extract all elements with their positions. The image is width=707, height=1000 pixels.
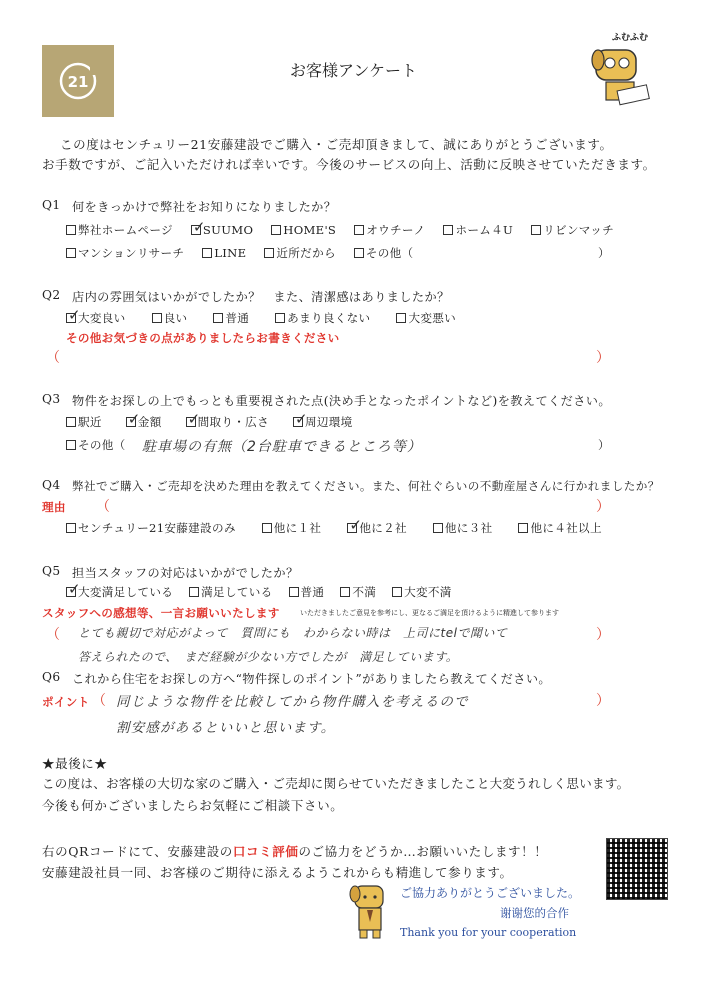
q5-comment-note: いただきましたご意見を参考にし、更なるご満足を頂けるように精進して参ります [300, 609, 559, 617]
review-qr-code[interactable] [606, 838, 668, 900]
checkbox[interactable] [152, 313, 162, 323]
checkbox[interactable] [66, 248, 76, 258]
q6-question: これから住宅をお探しの方へ“物件探しのポイント”がありましたら教えてください。 [72, 672, 551, 686]
q2-options [66, 306, 470, 326]
q6-paren-close: ） [596, 693, 610, 709]
checkbox[interactable] [262, 523, 272, 533]
svg-text:21: 21 [67, 73, 89, 91]
option-label: その他（ [365, 246, 414, 260]
company-logo [42, 45, 114, 117]
option-label: 周辺環境 [304, 415, 353, 429]
option-label: 他に４社以上 [530, 521, 602, 535]
q6-paren-open: （ [92, 693, 106, 709]
q5-comment-label: スタッフへの感想等、一言お願いいたします [42, 606, 280, 620]
closing-line-4: 安藤建設社員一同、お客様のご期待に添えるようこれからも精進して参ります。 [42, 865, 513, 880]
checkmark-icon: ✓ [294, 410, 308, 428]
checkbox[interactable] [275, 313, 285, 323]
option-label: センチュリー21安藤建設のみ [78, 521, 236, 535]
checkbox[interactable] [443, 225, 453, 235]
q5-label: Q5 [42, 564, 61, 578]
checkbox[interactable] [189, 587, 199, 597]
checkbox[interactable] [271, 225, 281, 235]
option-label: 大変不満 [404, 585, 452, 599]
checkmark-icon: ✓ [349, 516, 363, 534]
checkbox[interactable] [354, 248, 364, 258]
q6-label: Q6 [42, 670, 61, 684]
intro-line-2: お手数ですが、ご記入いただければ幸いです。今後のサービスの向上、活動に反映させていただきます。 [42, 157, 656, 172]
option-label: 他に１社 [273, 521, 322, 535]
closing-heading: ★最後に★ [42, 756, 108, 771]
q2-comment-label: その他お気づきの点がありましたらお書きください [66, 331, 340, 345]
q6-answer-line-1: 同じような物件を比較してから物件購入を考えるので [116, 694, 469, 710]
q5-paren-close: ） [596, 627, 610, 643]
q5-question: 担当スタッフの対応はいかがでしたか？ [72, 566, 299, 580]
thanks-japanese: ご協力ありがとうございました。 [400, 886, 581, 900]
intro-line-1: この度はセンチュリー21安藤建設でご購入・ご売却頂きまして、誠にありがとうございます。 [60, 137, 613, 152]
q4-reason-label: 理由 [42, 500, 66, 514]
checkbox[interactable] [66, 225, 76, 235]
option-label: 大変悪い [408, 311, 457, 325]
checkbox-checked[interactable] [191, 218, 206, 236]
checkmark-icon: ✓ [68, 580, 81, 598]
option-label: 他に２社 [359, 521, 407, 535]
checkbox-checked[interactable] [66, 580, 81, 598]
q4-options [66, 516, 616, 536]
checkbox[interactable] [66, 523, 76, 533]
checkbox-checked[interactable] [126, 410, 141, 428]
checkbox[interactable] [66, 417, 76, 427]
option-label: 近所だから [276, 246, 336, 260]
option-label: 満足している [201, 585, 273, 599]
option-label: その他（ [78, 438, 126, 452]
option-label: 弊社ホームページ [78, 223, 173, 237]
q2-paren-open: （ [46, 350, 60, 366]
q3-other-close: ） [598, 438, 610, 452]
checkmark-icon: ✓ [187, 410, 201, 428]
checkbox[interactable] [396, 313, 406, 323]
checkbox-checked[interactable] [347, 516, 363, 534]
q2-question: 店内の雰囲気はいかがでしたか？ また、清潔感はありましたか？ [72, 290, 450, 304]
checkbox[interactable] [518, 523, 528, 533]
q1-options-row1 [66, 218, 628, 238]
thanks-english: Thank you for your cooperation [400, 926, 577, 939]
mascot-bowing [345, 880, 395, 940]
closing-line-1: この度は、お客様の大切な家のご購入・ご売却に関らせていただきましたこと大変うれしく思います。 [42, 776, 630, 791]
q1-question: 何をきっかけで弊社をお知りになりましたか？ [72, 200, 337, 214]
checkbox[interactable] [213, 313, 223, 323]
checkbox-checked[interactable] [66, 306, 81, 324]
option-label: 良い [163, 311, 188, 325]
q5-answer-line-2: 答えられたので、 まだ経験が少ない方でしたが 満足しています。 [78, 650, 459, 664]
q1-label: Q1 [42, 198, 61, 212]
q4-paren-close: ） [596, 499, 610, 515]
option-label: ホーム４U [455, 223, 514, 237]
q3-label: Q3 [42, 392, 61, 406]
option-label: マンションリサーチ [78, 246, 185, 260]
option-label: SUUMO [202, 223, 254, 237]
option-label: 不満 [352, 585, 377, 599]
page-title: お客様アンケート [289, 61, 418, 80]
option-label: 大変満足している [78, 585, 174, 599]
q5-options [66, 580, 466, 600]
q3-options [66, 410, 367, 430]
mascot-reading [582, 30, 662, 110]
option-label: 他に３社 [444, 521, 493, 535]
option-label: 金額 [137, 415, 162, 429]
q2-label: Q2 [42, 288, 61, 302]
checkmark-icon: ✓ [127, 410, 141, 428]
checkmark-icon: ✓ [192, 218, 206, 236]
q1-options-row2 [66, 245, 427, 261]
option-label: 大変良い [78, 311, 126, 325]
option-label: あまり良くない [287, 311, 371, 325]
closing-qr-line [42, 842, 547, 860]
q4-reason-field[interactable] [110, 499, 590, 515]
checkbox[interactable] [354, 225, 364, 235]
checkbox[interactable] [392, 587, 402, 597]
q4-label: Q4 [42, 478, 61, 492]
q6-point-label: ポイント [42, 695, 90, 709]
century21-logo-icon [42, 45, 114, 117]
option-label: 駅近 [78, 415, 102, 429]
checkbox[interactable] [289, 587, 299, 597]
closing-line-2: 今後も何かございましたらお気軽にご相談下さい。 [42, 798, 344, 813]
thanks-chinese: 谢谢您的合作 [500, 906, 569, 920]
option-label: リビンマッチ [543, 223, 614, 237]
checkbox[interactable] [264, 248, 274, 258]
q4-paren-open: （ [96, 499, 110, 515]
option-label: LINE [214, 246, 247, 260]
checkmark-icon: ✓ [68, 306, 81, 324]
q3-other-answer: 駐車場の有無（2台駐車できるところ等） [142, 439, 422, 455]
dog-mascot-icon [345, 880, 395, 940]
checkbox[interactable] [340, 587, 350, 597]
q3-other [66, 437, 126, 453]
q5-paren-open: （ [46, 627, 60, 643]
option-label: 普通 [300, 585, 325, 599]
q2-comment-field[interactable] [70, 350, 590, 366]
mascot-caption: ふむふむ [612, 33, 649, 43]
qr-line-text: のご協力をどうか…お願いいたします！！ [298, 844, 548, 859]
checkbox-checked[interactable] [293, 410, 308, 428]
option-label: 普通 [225, 311, 250, 325]
option-label: HOME'S [283, 223, 337, 237]
option-label: 間取り・広さ [197, 415, 269, 429]
q1-other-close: ） [598, 246, 610, 260]
checkbox[interactable] [202, 248, 212, 258]
checkbox[interactable] [66, 440, 76, 450]
option-label: オウチーノ [366, 223, 426, 237]
q4-question: 弊社でご購入・ご売却を決めた理由を教えてください。また、何社ぐらいの不動産屋さんに行かれましたか？ [72, 479, 660, 493]
review-highlight: 口コミ評価 [232, 844, 299, 859]
checkbox[interactable] [433, 523, 443, 533]
checkbox-checked[interactable] [186, 410, 201, 428]
q5-answer-line-1: とても親切で対応がよって 質問にも わからない時は 上司にtelで聞いて [78, 626, 508, 640]
q2-paren-close: ） [596, 350, 610, 366]
qr-line-text: 右のQRコードにて、安藤建設の [42, 844, 233, 859]
q6-answer-line-2: 割安感があるといいと思います。 [116, 720, 336, 736]
q3-question: 物件をお探しの上でもっとも重要視された点(決め手となったポイントなど)を教えてください。 [72, 394, 611, 408]
checkbox[interactable] [531, 225, 541, 235]
